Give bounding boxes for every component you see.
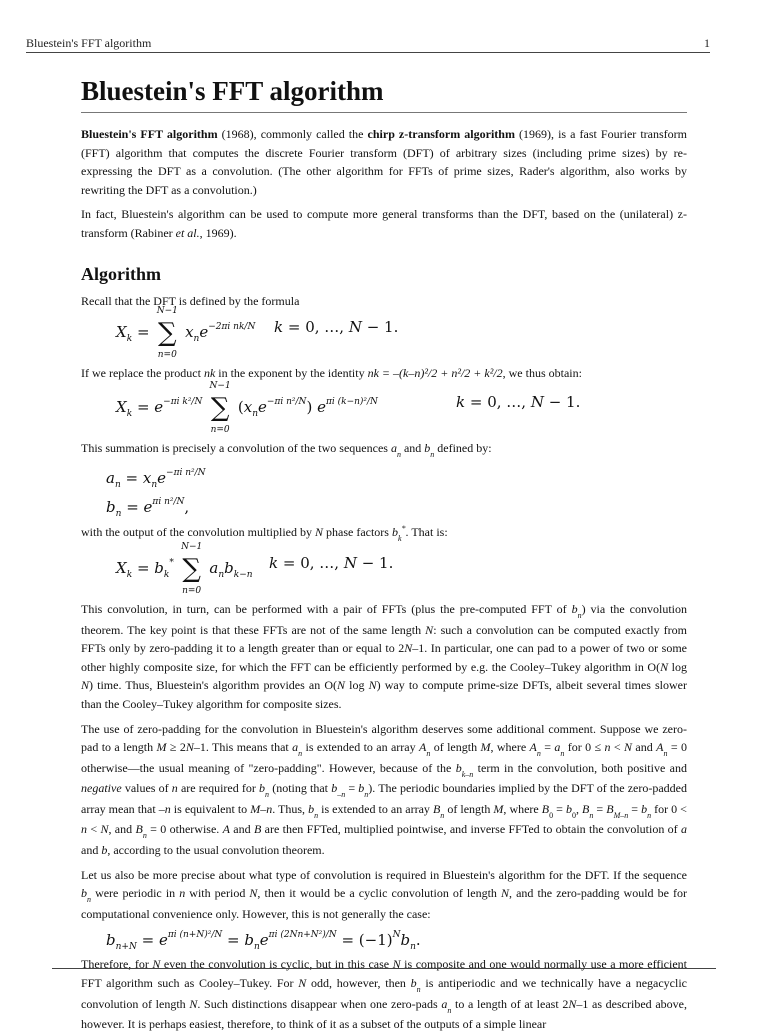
eq-chirp-lhs: $X_k = e^{-\pi i k^2/N}$ [116, 396, 203, 419]
zero-padding-paragraph: The use of zero-padding for the convolution in Bluestein's algorithm deserves some additional comment. Suppose we zero-pad to a length M ≥ 2N–1. This means that $a_n$ is extended to an array $A_n$ of length M, where $A_n = a_n$ for 0 ≤ n < N and $A_n = 0$ otherwise—the usual meaning of "zero-padding". However, because of the $b_{k-n}$ term in the convolution, both positive and negative values of n are required for $b_n$ (noting that $b_{-n} = b_n$). The periodic boundaries implied by the DFT of the zero-padded array mean that –n is equivalent to M–n. Thus, $b_n$ is extended to an array $B_n$ of length M, where $B_0 = b_0$, $B_n = B_{M-n} = b_n$ for 0 < n < N, and $B_n = 0$ otherwise. A and B are then FFTed, multiplied pointwise, and inverse FFTed to obtain the convolution of a and b, according to the usual convolution theorem. [81, 721, 687, 858]
precise-paragraph: Let us also be more precise about what type of convolution is required in Bluestein's algorithm for the DFT. If the sequence $b_n$ were periodic in n with period N, then it would be a cyclic convolution of length N, and the zero-padding would be for computational convenience only. However, this is not generally the case: [81, 867, 687, 921]
sum-symbol: N−1 ∑ n=0 [156, 306, 178, 361]
eq-chirp-range: k = 0, …, N − 1. [456, 392, 581, 411]
eq-dft-range: k = 0, …, N − 1. [274, 318, 399, 337]
output-text: with the output of the convolution multiplied by N phase factors $b_k^*$. That is: [81, 524, 448, 544]
eq-chirp-term: $(x_ne^{-\pi i n^2/N})$ $e^{\pi i (k-n)^2/N}$ [237, 396, 378, 419]
output-text-a: with the output of the convolution multiplied by [81, 525, 315, 540]
math-nk: nk [203, 366, 216, 381]
convolution-paragraph: This convolution, in turn, can be performed with a pair of FFTs (plus the pre-computed FFT of $b_n$) via the convolution theorem. The key point is that these FFTs are not of the same length N: such a convolution can be computed exactly from FFTs only by zero-padding it to a length greater than or equal to 2N–1. In particular, one can pad to a power of two or some other highly composite size, for which the FFT can be efficiently performed by e.g. the Cooley–Tukey algorithm in O(N log N) time. Thus, Bluestein's algorithm provides an O(N log N) way to compute prime-size DFTs, albeit several times slower than the Cooley–Tukey algorithm for composite sizes. [81, 601, 688, 711]
eq-conv-range: k = 0, …, N − 1. [269, 553, 394, 572]
section-heading-algorithm: Algorithm [81, 263, 161, 284]
equation-antiperiodic: $b_{n+N} = e^{\pi i (n+N)^2/N} = b_ne^{\pi i (2Nn+N^2)/N} = (-1)^Nb_n$. [106, 930, 421, 953]
bold-term-bluestein: Bluestein's FFT algorithm [81, 127, 218, 141]
output-text-b: phase factors [323, 525, 392, 540]
therefore-paragraph: Therefore, for N even the convolution is cyclic, but in this case N is composite and one would normally use a more efficient FFT algorithm such as Cooley–Tukey. For N odd, however, then $b_n$ is antiperiodic and we technically have a negacyclic convolution of length N. Such distinctions disappear when one zero-pads $a_n$ to a length of at least 2N–1 as described above, however. It is perhaps easiest, therefore, to think of it as a subset of the outputs of a simple linear [81, 957, 688, 1032]
math-identity: nk = –(k–n)²/2 + n²/2 + k²/2 [367, 366, 503, 381]
recall-text: Recall that the DFT is defined by the formula [81, 293, 300, 308]
replace-text-c: , we thus obtain: [502, 366, 582, 381]
equation-an-bn [81, 459, 687, 523]
sum-symbol: N−1 ∑ n=0 [181, 541, 203, 596]
bold-term-chirp-z: chirp z-transform algorithm [367, 127, 515, 141]
eq-bn: $b_n = e^{\pi i n^2/N}$, [106, 497, 190, 520]
article-title: Bluestein's FFT algorithm [81, 74, 687, 113]
footer-rule [52, 968, 716, 969]
header-rule [26, 52, 710, 53]
eq-conv-term: $a_nb_{k-n}$ [209, 558, 253, 580]
eq-an: $a_n = x_ne^{-\pi i n^2/N}$ [106, 468, 206, 491]
summation-text-b: and [400, 440, 425, 455]
intro-text-2: (1969), is a fast Fourier transform (FFT) algorithm that computes the discrete Fourier transform (DFT) of arbitrary sizes (including prime sizes) by re-expressing the DFT as a convolution. (The other algorithm for FFTs of prime sizes, Rader's algorithm, also works by rewriting the DFT as a convolution.) [81, 127, 687, 197]
running-header [26, 36, 710, 52]
equation-chirp [81, 380, 687, 439]
summation-text-a: This summation is precisely a convolution of the two sequences [81, 440, 391, 455]
output-text-c: . That is: [405, 525, 448, 540]
running-header-title: Bluestein's FFT algorithm [26, 36, 152, 50]
equation-convolution [81, 541, 687, 600]
intro-paragraph-1 [81, 125, 687, 199]
eq-conv-lhs: $X_k = b_k^*$ [116, 557, 174, 580]
replace-text-b: in the exponent by the identity [215, 366, 368, 381]
replace-text-a: If we replace the product [81, 366, 204, 381]
eq-dft-lhs: $X_k$ = [116, 323, 150, 345]
equation-dft [81, 306, 687, 364]
eq-dft-term: $x_ne^{-2\pi i nk/N}$ [185, 322, 256, 345]
intro-text-1: (1968), commonly called the [217, 127, 368, 141]
replace-text [81, 364, 687, 383]
page-number: 1 [704, 36, 710, 50]
article-body [81, 74, 687, 1034]
italic-et-al: et al. [175, 225, 200, 240]
intro-text-4: , 1969). [199, 225, 237, 240]
summation-text: This summation is precisely a convolution of the two sequences $a_n$ and $b_n$ defined by: [81, 440, 492, 459]
intro-paragraph-2 [81, 205, 687, 242]
intro-text-3: In fact, Bluestein's algorithm can be used to compute more general transforms than the DFT, based on the (unilateral) z-transform (Rabiner [81, 207, 687, 240]
sum-symbol: N−1 ∑ n=0 [209, 380, 231, 435]
summation-text-c: defined by: [434, 440, 492, 455]
